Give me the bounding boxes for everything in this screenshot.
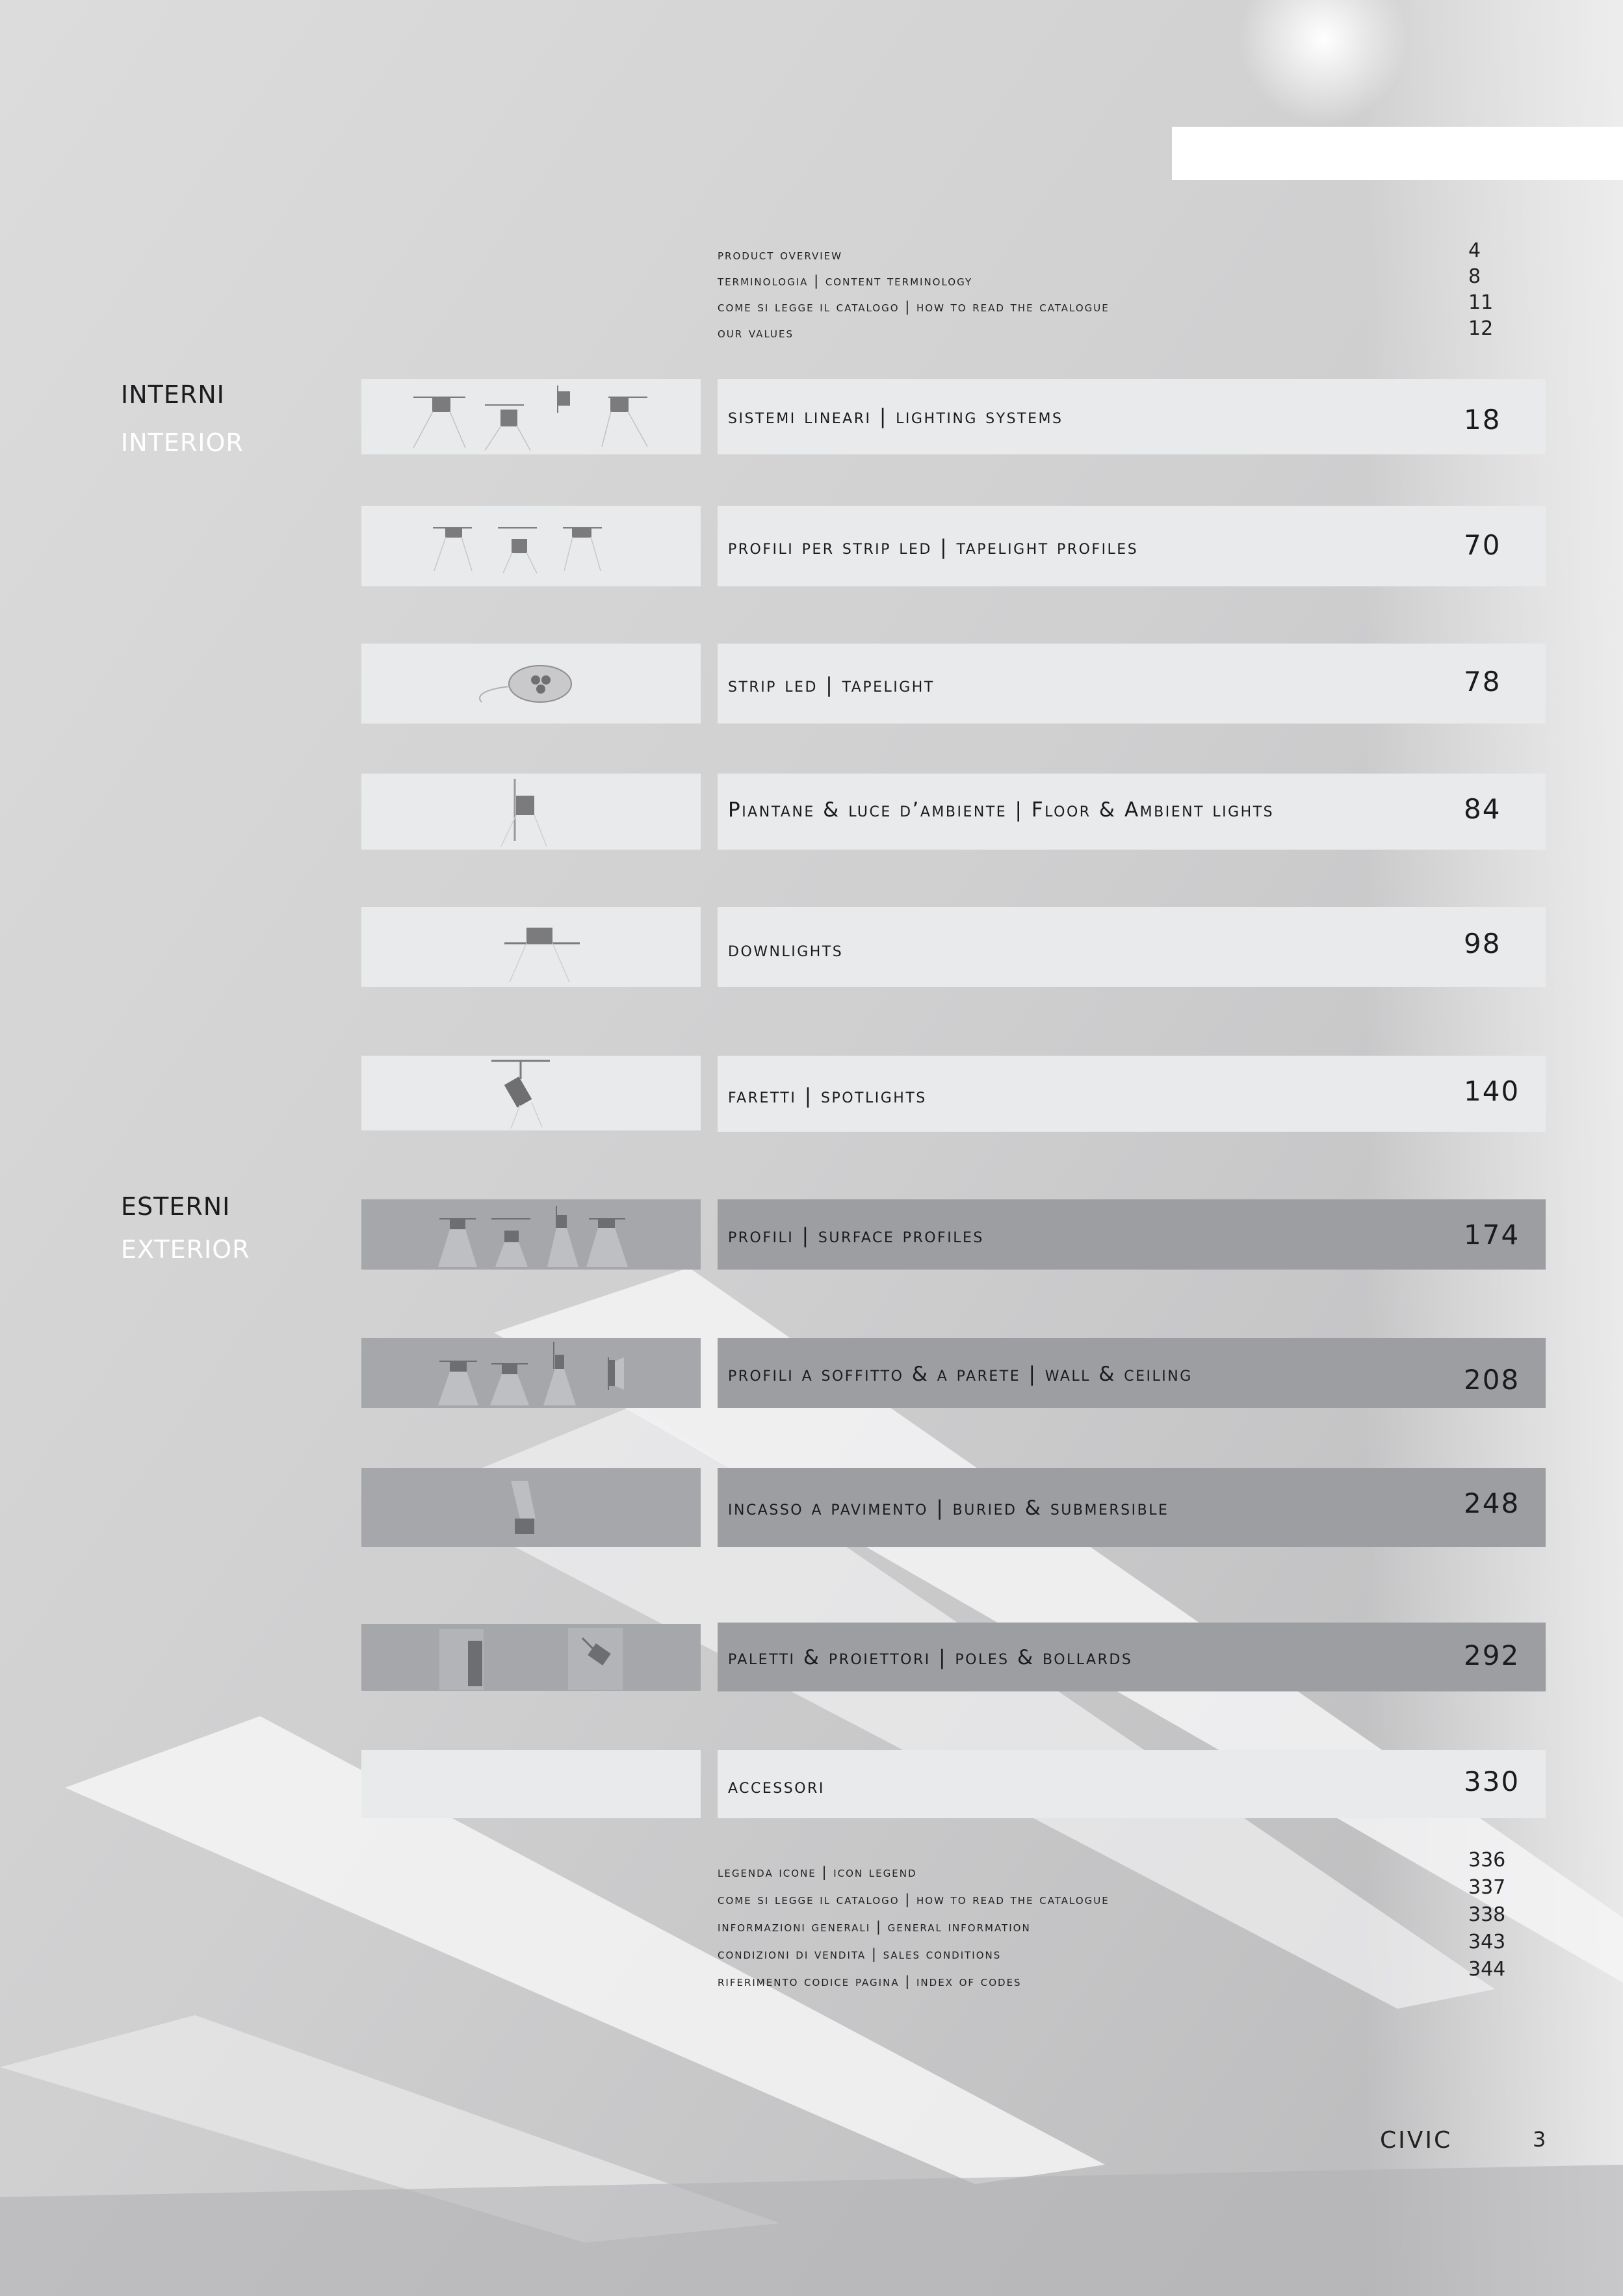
toc-entry-page: 140 [1464,1075,1520,1107]
downlight-icon [361,907,701,987]
section-label-it: INTERNI [121,380,225,409]
toc-entry-title: accessori [728,1775,825,1798]
intro-item-page: 4 [1468,239,1481,262]
toc-entry[interactable] [718,644,1546,724]
toc-entry-title: sistemi lineari | lighting systems [728,405,1063,428]
toc-entry-title: Piantane & luce d’ambiente | Floor & Ambient lights [728,798,1275,822]
accessories-thumbnail [361,1750,701,1818]
appendix-item-page: 337 [1468,1876,1506,1899]
toc-entry[interactable] [718,1750,1546,1818]
buried-light-icon [361,1468,701,1547]
appendix-item-title: condizioni di vendita | sales conditions [718,1946,1002,1962]
toc-entry-page: 18 [1464,404,1501,436]
appendix-item-page: 338 [1468,1903,1506,1926]
toc-entry-page: 174 [1464,1219,1520,1251]
appendix-item-page: 336 [1468,1849,1506,1872]
intro-item-page: 11 [1468,291,1494,314]
appendix-item[interactable] [718,1931,1506,1968]
appendix-item-title: come si legge il catalogo | how to read the catalogue [718,1892,1110,1907]
page-number: 3 [1533,2127,1546,2152]
toc-entry-page: 98 [1464,928,1501,959]
toc-entry[interactable] [718,1338,1546,1408]
toc-entry[interactable] [718,379,1546,454]
appendix-item[interactable] [718,1903,1506,1941]
toc-entry[interactable] [718,1199,1546,1270]
spotlight-icon [361,1056,701,1130]
intro-list [718,239,1498,346]
toc-entry[interactable] [718,1468,1546,1547]
tapelight-profiles-icon [361,506,701,586]
intro-item[interactable] [718,265,1498,294]
intro-item[interactable] [718,317,1498,346]
wall-ceiling-icon [361,1338,701,1408]
section-label-it: ESTERNI [121,1192,231,1221]
section-label-en: EXTERIOR [121,1235,250,1264]
header-tab [1172,127,1623,180]
intro-item[interactable] [718,239,1498,268]
toc-entry-page: 70 [1464,529,1501,561]
appendix-item-page: 343 [1468,1931,1506,1953]
section-label-exterior [121,1191,250,1265]
toc-entry[interactable] [718,506,1546,586]
tapelight-reel-icon [361,644,701,724]
intro-item-page: 8 [1468,265,1481,288]
appendix-item[interactable] [718,1849,1506,1886]
toc-entry-page: 208 [1464,1364,1520,1396]
appendix-item-title: informazioni generali | general information [718,1919,1031,1935]
appendix-item[interactable] [718,1958,1506,1996]
intro-item-title: our values [718,325,794,341]
appendix-list [718,1849,1506,1996]
intro-item-page: 12 [1468,317,1494,340]
lighting-systems-icon [361,379,701,454]
toc-entry[interactable] [718,774,1546,850]
toc-entry-title: strip led | tapelight [728,673,935,697]
toc-entry-page: 84 [1464,793,1501,825]
toc-entry-title: downlights [728,938,844,961]
toc-entry-title: faretti | spotlights [728,1084,927,1108]
toc-entry-page: 248 [1464,1487,1520,1519]
toc-entry-title: profili | surface profiles [728,1224,984,1247]
toc-entry-title: incasso a pavimento | buried & submersible [728,1496,1169,1520]
toc-entry-title: profili a soffitto & a parete | wall & ceiling [728,1363,1193,1386]
intro-item[interactable] [718,291,1498,320]
appendix-item-title: legenda icone | icon legend [718,1864,917,1880]
brand-logo: CIVIC [1380,2127,1453,2154]
appendix-item-title: riferimento codice pagina | index of codes [718,1974,1022,1989]
section-label-en: INTERIOR [121,428,244,457]
poles-bollards-icon [361,1624,701,1691]
appendix-item-page: 344 [1468,1958,1506,1981]
appendix-item[interactable] [718,1876,1506,1914]
toc-entry-page: 330 [1464,1766,1520,1797]
intro-item-title: come si legge il catalogo | how to read the catalogue [718,299,1110,315]
toc-entry-title: paletti & proiettori | poles & bollards [728,1646,1133,1669]
surface-profiles-icon [361,1199,701,1270]
toc-entry-page: 292 [1464,1639,1520,1671]
intro-item-title: product overview [718,247,842,263]
toc-entry-page: 78 [1464,666,1501,698]
intro-item-title: terminologia | content terminology [718,273,973,289]
toc-entry-title: profili per strip led | tapelight profiles [728,536,1139,559]
section-label-interior [121,379,244,458]
toc-entry[interactable] [718,1056,1546,1132]
toc-entry[interactable] [718,1623,1546,1691]
toc-entry[interactable] [718,907,1546,987]
floor-lamp-icon [361,774,701,850]
